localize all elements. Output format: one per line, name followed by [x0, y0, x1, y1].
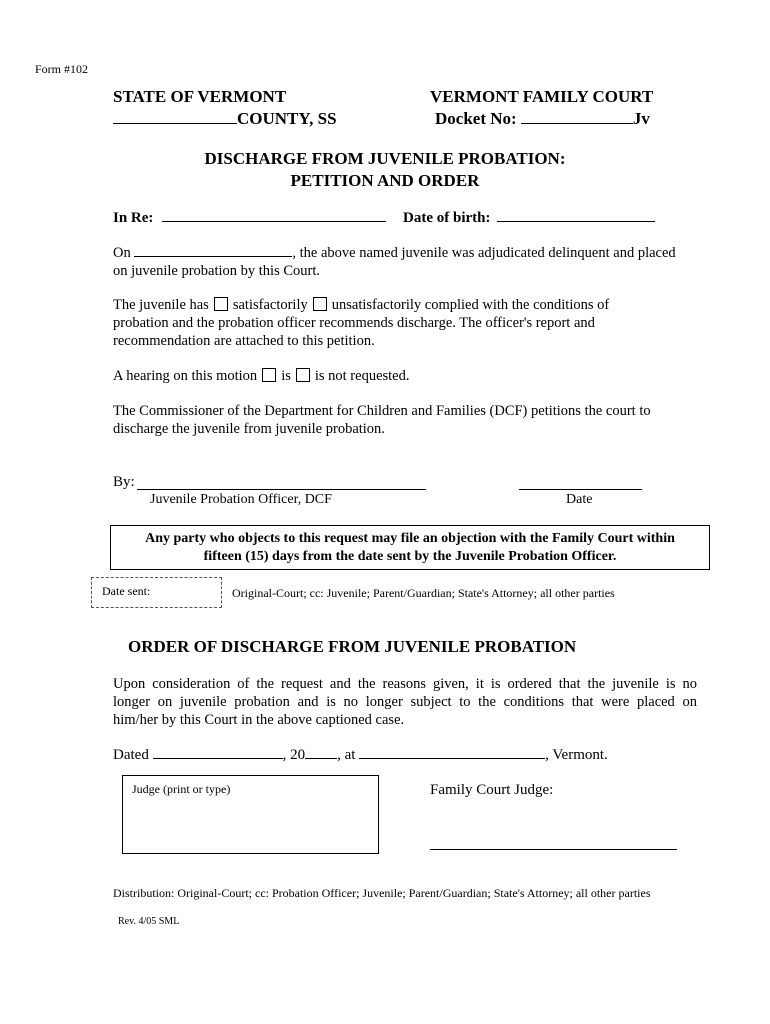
compliance-line-3: recommendation are attached to this petition. — [113, 333, 375, 349]
in-re-label: In Re: — [113, 210, 154, 226]
order-line-1: Upon consideration of the request and the reasons given, it is ordered that the juvenile is no — [113, 676, 697, 692]
commissioner-line-1: The Commissioner of the Department for Children and Families (DCF) petitions the court to — [113, 403, 651, 419]
satisfactorily-label: satisfactorily — [232, 297, 308, 313]
family-court-judge-label: Family Court Judge: — [430, 782, 554, 798]
satisfactorily-checkbox[interactable] — [214, 297, 228, 311]
docket-number-field[interactable] — [521, 109, 633, 124]
adjudication-on: On — [113, 245, 131, 261]
distribution: Distribution: Original-Court; cc: Probation Officer; Juvenile; Parent/Guardian; State's Attorney; all other parties — [113, 886, 651, 900]
officer-caption: Juvenile Probation Officer, DCF — [150, 492, 332, 507]
adjudication-text-1: , the above named juvenile was adjudicated delinquent and placed — [292, 245, 676, 261]
commissioner-line-2: discharge the juvenile from juvenile probation. — [113, 421, 385, 437]
document-title-line1: DISCHARGE FROM JUVENILE PROBATION: — [204, 149, 566, 168]
dated-row — [113, 745, 608, 764]
compliance-line-2: probation and the probation officer recommends discharge. The officer's report and — [113, 315, 595, 331]
in-re-row — [113, 208, 386, 227]
dated-location-field[interactable] — [359, 745, 545, 759]
date-sent-box[interactable] — [91, 577, 222, 608]
dob-row — [403, 208, 655, 227]
dob-field[interactable] — [497, 208, 655, 222]
unsatisfactorily-checkbox[interactable] — [313, 297, 327, 311]
in-re-field[interactable] — [162, 208, 386, 222]
county-label: COUNTY, SS — [237, 109, 337, 128]
notice-line-1: Any party who objects to this request may file an objection with the Family Court within — [145, 531, 675, 546]
docket-label: Docket No: — [435, 109, 517, 128]
compliance-prefix: The juvenile has — [113, 297, 209, 313]
revision: Rev. 4/05 SML — [118, 916, 180, 927]
hearing-is-not-label: is not requested. — [314, 368, 410, 384]
order-title: ORDER OF DISCHARGE FROM JUVENILE PROBATION — [128, 637, 577, 656]
adjudication-paragraph — [113, 243, 713, 280]
order-line-3: him/her by this Court in the above captioned case. — [113, 712, 405, 728]
state-heading: STATE OF VERMONT — [113, 87, 287, 106]
date-sent-label: Date sent: — [102, 584, 151, 598]
officer-signature-line[interactable] — [137, 489, 426, 490]
order-paragraph — [113, 675, 697, 729]
signature-date-line[interactable] — [519, 489, 642, 490]
document-title-line2: PETITION AND ORDER — [290, 171, 480, 190]
compliance-paragraph — [113, 296, 713, 350]
dated-year-field[interactable] — [305, 745, 337, 759]
docket-suffix: Jv — [632, 109, 650, 128]
hearing-is-checkbox[interactable] — [262, 368, 276, 382]
order-line-2: longer on juvenile probation and is no longer subject to the conditions that were placed on — [113, 694, 697, 710]
county-heading — [113, 109, 337, 129]
adjudication-date-field[interactable] — [134, 243, 292, 257]
county-field[interactable] — [113, 109, 237, 124]
dated-year-prefix: , 20 — [282, 747, 306, 763]
judge-signature-line[interactable] — [430, 849, 677, 850]
form-number: Form #102 — [35, 62, 89, 76]
notice-line-2: fifteen (15) days from the date sent by the Juvenile Probation Officer. — [203, 549, 617, 564]
dated-state: , Vermont. — [545, 747, 608, 763]
unsatisfactorily-label: unsatisfactorily complied with the conditions of — [331, 297, 610, 313]
hearing-row — [113, 367, 713, 385]
hearing-is-not-checkbox[interactable] — [296, 368, 310, 382]
dated-day-field[interactable] — [153, 745, 283, 759]
judge-box-label: Judge (print or type) — [132, 782, 231, 796]
dated-at: , at — [337, 747, 356, 763]
petition-distribution: Original-Court; cc: Juvenile; Parent/Guardian; State's Attorney; all other parties — [232, 586, 615, 600]
by-label: By: — [113, 474, 135, 490]
judge-name-box[interactable] — [122, 775, 379, 854]
hearing-prefix: A hearing on this motion — [113, 368, 258, 384]
commissioner-paragraph — [113, 402, 713, 438]
adjudication-text-2: on juvenile probation by this Court. — [113, 263, 321, 279]
objection-notice-box — [110, 525, 710, 570]
dated-label: Dated — [113, 747, 149, 763]
dob-label: Date of birth: — [403, 210, 491, 226]
hearing-is-label: is — [281, 368, 291, 384]
date-caption: Date — [566, 492, 593, 507]
docket-line — [435, 109, 650, 129]
court-heading: VERMONT FAMILY COURT — [430, 87, 654, 106]
